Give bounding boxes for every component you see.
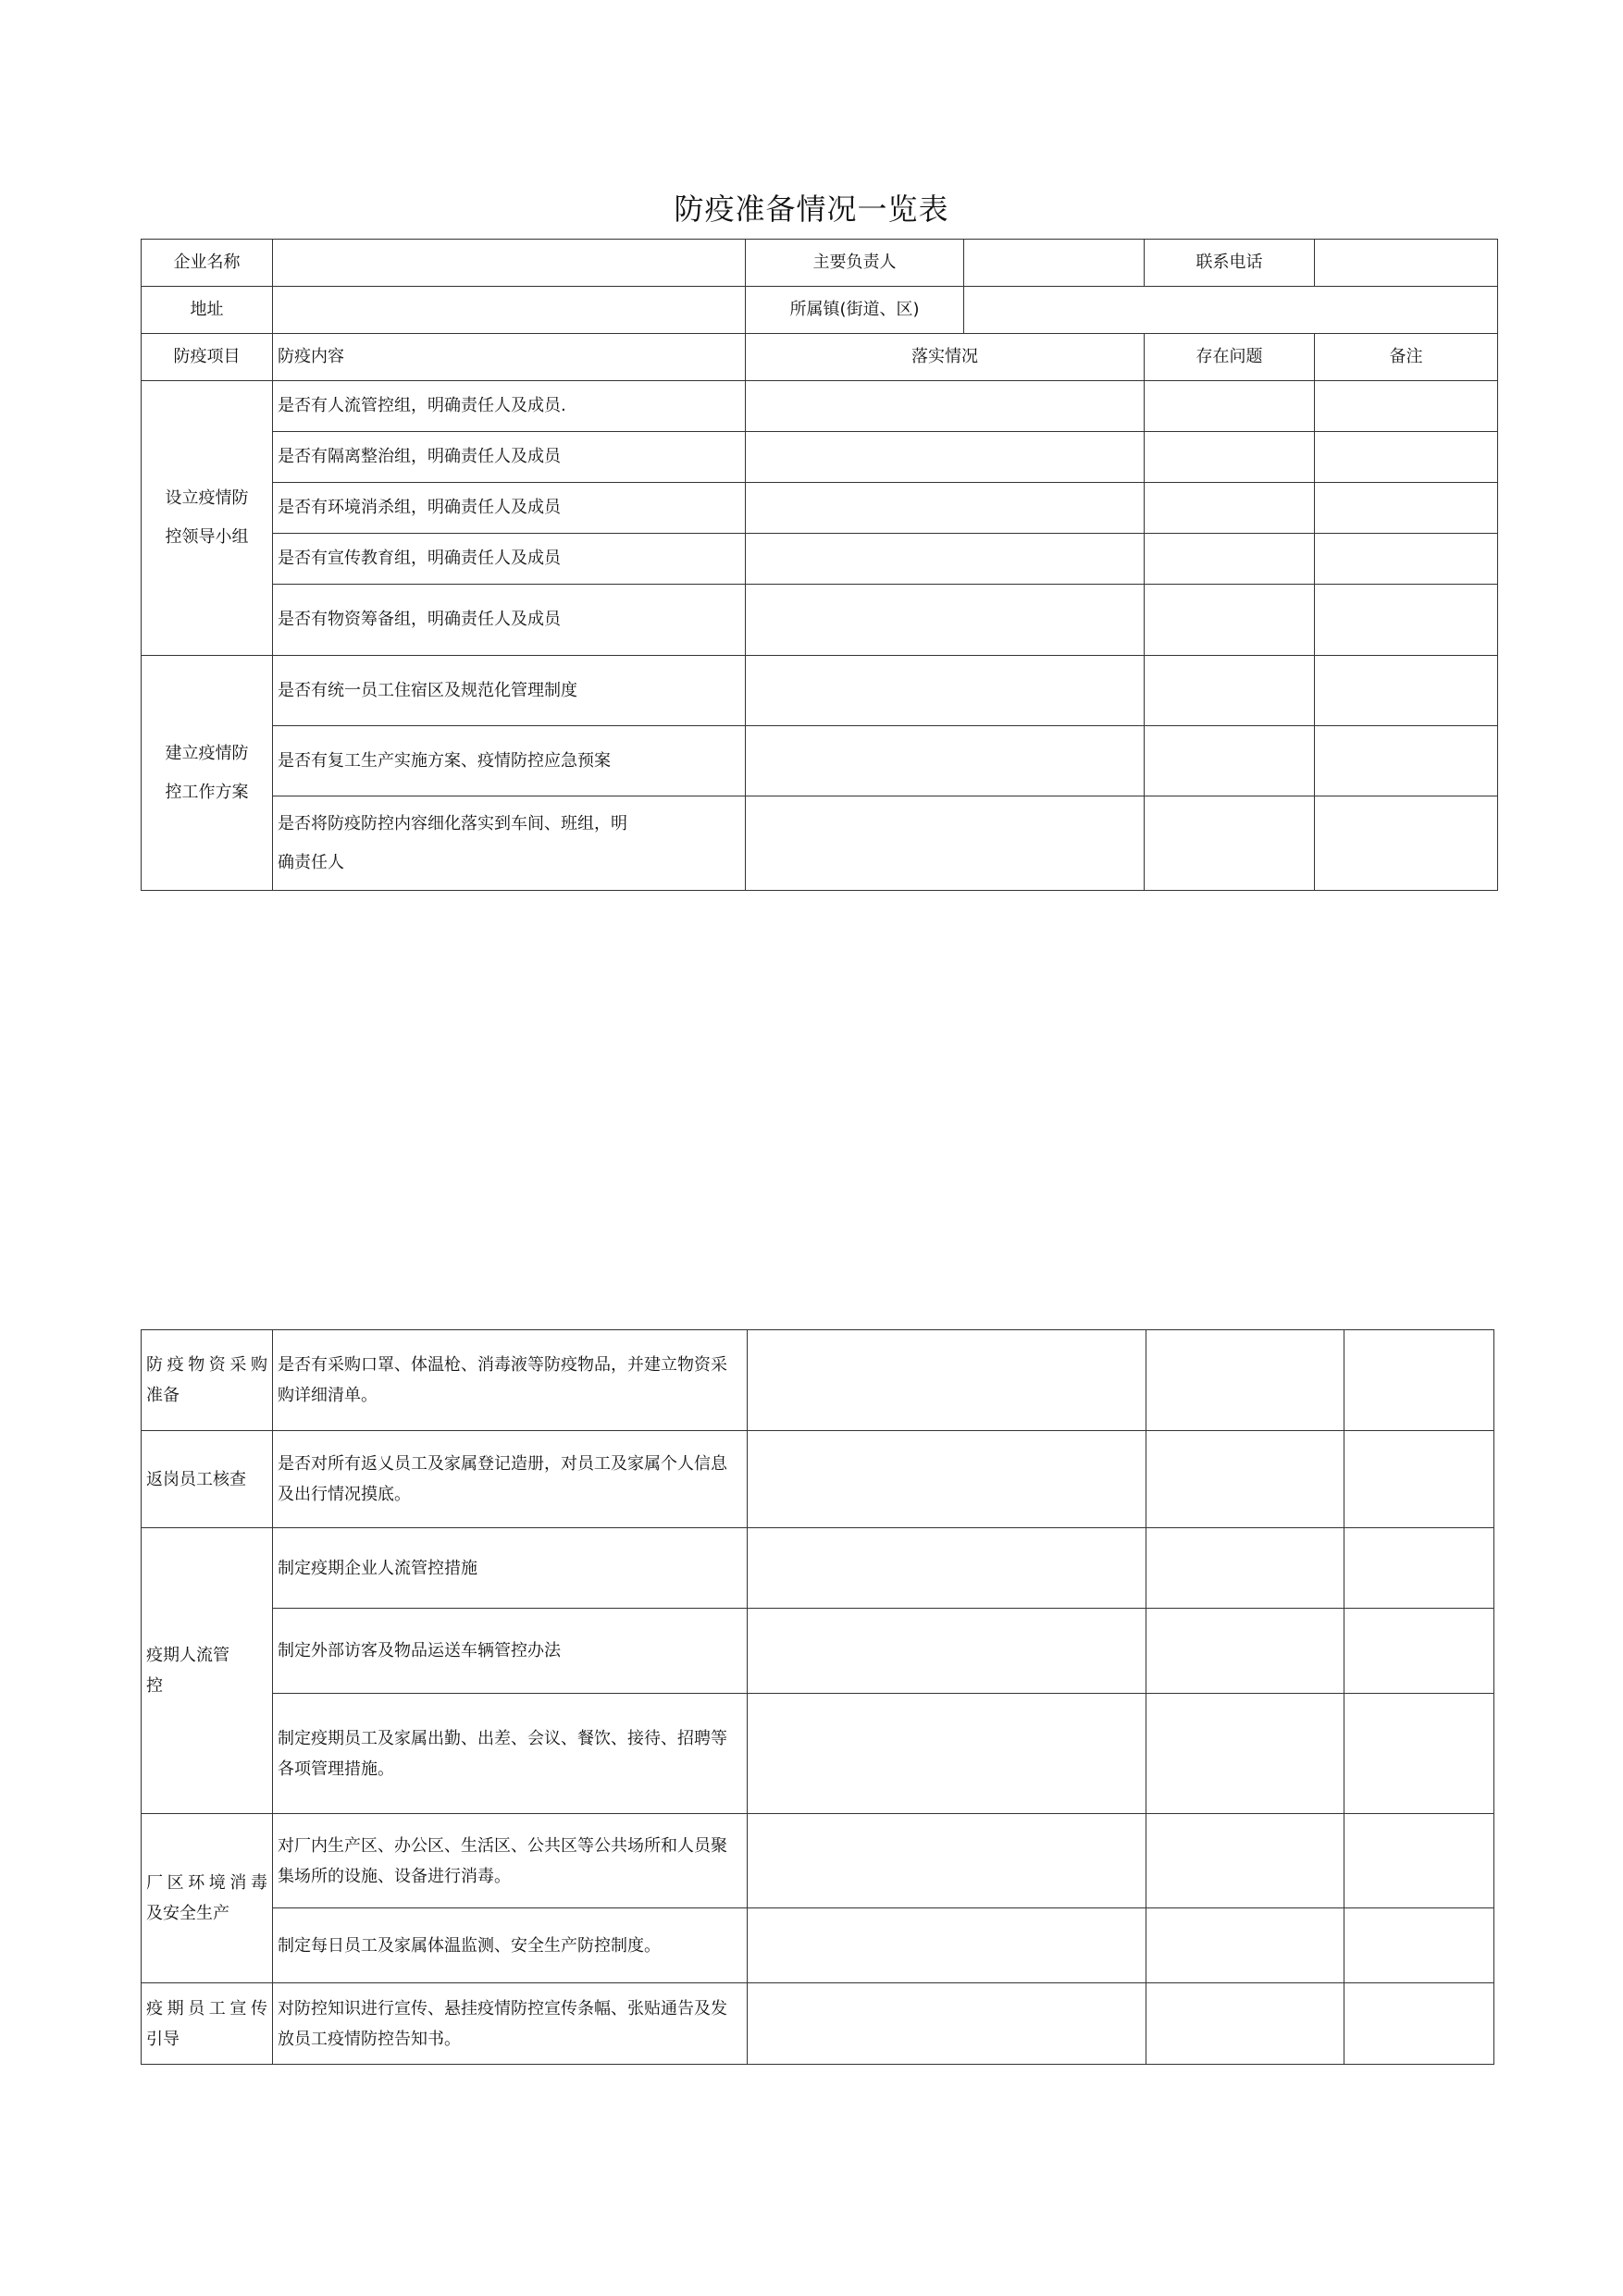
table-row xyxy=(142,1983,1494,2065)
implementation-cell[interactable] xyxy=(746,534,1145,585)
prevention-content-text: 是否有环境消杀组，明确责任人及成员 xyxy=(278,498,561,517)
prevention-content-text: 购详细清单。 xyxy=(278,1386,378,1405)
table-row xyxy=(142,1694,1494,1814)
implementation-cell[interactable] xyxy=(746,381,1145,432)
remarks-cell[interactable] xyxy=(1315,585,1498,656)
prevention-item-label: 及安全生产 xyxy=(146,1904,229,1923)
prevention-content-text: 集场所的设施、设备进行消毒。 xyxy=(278,1866,511,1886)
prevention-content-cell xyxy=(273,585,746,656)
prevention-item-label: 控 xyxy=(146,1676,163,1696)
implementation-cell[interactable] xyxy=(748,1908,1146,1983)
implementation-cell[interactable] xyxy=(748,1609,1146,1694)
table-row xyxy=(142,796,1498,891)
remarks-cell[interactable] xyxy=(1315,796,1498,891)
table-row xyxy=(142,1814,1494,1908)
prevention-content-cell xyxy=(273,381,746,432)
implementation-cell[interactable] xyxy=(746,585,1145,656)
issues-cell[interactable] xyxy=(1145,432,1315,483)
issues-cell[interactable] xyxy=(1145,656,1315,726)
prevention-content-text: 是否有隔离整治组，明确责任人及成员 xyxy=(278,447,561,466)
implementation-cell[interactable] xyxy=(748,1814,1146,1908)
remarks-cell[interactable] xyxy=(1315,656,1498,726)
column-header-row xyxy=(142,334,1498,381)
table-row xyxy=(142,656,1498,726)
address-label: 地址 xyxy=(142,287,273,334)
remarks-cell[interactable] xyxy=(1315,726,1498,796)
town-label: 所属镇(街道、区) xyxy=(746,287,964,334)
table-row xyxy=(142,483,1498,534)
address-row xyxy=(142,287,1498,334)
prevention-content-text: 是否有物资筹备组，明确责任人及成员 xyxy=(278,610,561,629)
issues-cell[interactable] xyxy=(1146,1908,1344,1983)
prevention-content-cell xyxy=(273,1431,748,1528)
prevention-content-text: 各项管理措施。 xyxy=(278,1759,394,1779)
issues-cell[interactable] xyxy=(1146,1609,1344,1694)
prevention-content-text: 是否有采购口罩、体温枪、消毒液等防疫物品，并建立物资采 xyxy=(278,1355,727,1375)
prevention-content-cell xyxy=(273,1694,748,1814)
remarks-cell[interactable] xyxy=(1315,534,1498,585)
prevention-content-text: 及出行情况摸底。 xyxy=(278,1485,411,1504)
phone-input-cell[interactable] xyxy=(1315,240,1498,287)
prevention-content-cell xyxy=(273,726,746,796)
prevention-content-cell xyxy=(273,1330,748,1431)
prevention-item-label: 疫期员工宣传 xyxy=(146,1998,267,2018)
prevention-content-cell xyxy=(273,534,746,585)
implementation-cell[interactable] xyxy=(746,483,1145,534)
table-row xyxy=(142,1330,1494,1431)
prevention-content-text: 是否有宣传教育组，明确责任人及成员 xyxy=(278,549,561,568)
prevention-table-part2 xyxy=(141,1329,1494,2065)
issues-cell[interactable] xyxy=(1145,483,1315,534)
implementation-cell[interactable] xyxy=(748,1528,1146,1609)
prevention-content-cell xyxy=(273,1908,748,1983)
prevention-item-label: 厂区环境消毒 xyxy=(146,1873,267,1893)
prevention-content-text: 放员工疫情防控告知书。 xyxy=(278,2029,461,2049)
issues-cell[interactable] xyxy=(1146,1528,1344,1609)
phone-label: 联系电话 xyxy=(1145,240,1315,287)
issues-cell[interactable] xyxy=(1145,381,1315,432)
implementation-cell[interactable] xyxy=(746,432,1145,483)
issues-cell[interactable] xyxy=(1145,534,1315,585)
table-row xyxy=(142,432,1498,483)
remarks-cell[interactable] xyxy=(1344,1908,1494,1983)
prevention-content-text: 制定疫期企业人流管控措施 xyxy=(278,1558,477,1578)
company-info-row xyxy=(142,240,1498,287)
prevention-item-label: 疫期人流管 xyxy=(146,1646,229,1665)
issues-cell[interactable] xyxy=(1146,1694,1344,1814)
prevention-content-cell xyxy=(273,796,746,891)
table-row xyxy=(142,1609,1494,1694)
prevention-content-cell xyxy=(273,1528,748,1609)
col-implementation-header: 落实情况 xyxy=(746,334,1145,381)
prevention-item-cell xyxy=(142,381,273,656)
issues-cell[interactable] xyxy=(1145,726,1315,796)
prevention-item-label: 准备 xyxy=(146,1386,180,1405)
town-input-cell[interactable] xyxy=(964,287,1498,334)
issues-cell[interactable] xyxy=(1145,796,1315,891)
remarks-cell[interactable] xyxy=(1344,1431,1494,1528)
issues-cell[interactable] xyxy=(1146,1983,1344,2065)
table-row xyxy=(142,381,1498,432)
prevention-content-cell xyxy=(273,1609,748,1694)
prevention-item-cell xyxy=(142,1814,273,1983)
implementation-cell[interactable] xyxy=(746,656,1145,726)
prevention-item-cell xyxy=(142,656,273,891)
address-input-cell[interactable] xyxy=(273,287,746,334)
remarks-cell[interactable] xyxy=(1315,432,1498,483)
implementation-cell[interactable] xyxy=(748,1983,1146,2065)
col-item-header: 防疫项目 xyxy=(142,334,273,381)
person-in-charge-input-cell[interactable] xyxy=(964,240,1145,287)
table-row xyxy=(142,1528,1494,1609)
implementation-cell[interactable] xyxy=(748,1330,1146,1431)
remarks-cell[interactable] xyxy=(1315,483,1498,534)
prevention-content-text: 制定每日员工及家属体温监测、安全生产防控制度。 xyxy=(278,1935,661,1956)
prevention-content-text: 制定疫期员工及家属出勤、出差、会议、餐饮、接待、招聘等 xyxy=(278,1728,727,1748)
table-row xyxy=(142,1431,1494,1528)
col-remarks-header: 备注 xyxy=(1315,334,1498,381)
table-row xyxy=(142,726,1498,796)
issues-cell[interactable] xyxy=(1146,1330,1344,1431)
table-row xyxy=(142,534,1498,585)
prevention-content-text: 是否将防疫防控内容细化落实到车间、班组，明 xyxy=(278,813,627,833)
prevention-content-cell xyxy=(273,483,746,534)
implementation-cell[interactable] xyxy=(746,796,1145,891)
prevention-item-label: 控领导小组 xyxy=(165,527,249,547)
col-issues-header: 存在问题 xyxy=(1145,334,1315,381)
remarks-cell[interactable] xyxy=(1344,1609,1494,1694)
person-in-charge-label: 主要负责人 xyxy=(746,240,964,287)
prevention-table-part1 xyxy=(141,239,1498,891)
prevention-item-label: 引导 xyxy=(146,2029,180,2049)
company-name-input-cell[interactable] xyxy=(273,240,746,287)
prevention-content-text: 是否有复工生产实施方案、疫情防控应急预案 xyxy=(278,750,611,771)
remarks-cell[interactable] xyxy=(1344,1983,1494,2065)
prevention-content-text: 是否有人流管控组，明确责任人及成员. xyxy=(278,396,566,415)
prevention-content-cell xyxy=(273,1814,748,1908)
prevention-content-text: 确责任人 xyxy=(278,852,344,872)
issues-cell[interactable] xyxy=(1145,585,1315,656)
remarks-cell[interactable] xyxy=(1344,1814,1494,1908)
prevention-item-label: 返岗员工核查 xyxy=(146,1469,246,1489)
prevention-item-cell xyxy=(142,1528,273,1814)
table-row xyxy=(142,585,1498,656)
prevention-item-cell xyxy=(142,1431,273,1528)
table-row xyxy=(142,1908,1494,1983)
prevention-item-cell xyxy=(142,1330,273,1431)
prevention-content-text: 是否对所有返乂员工及家属登记造册，对员工及家属个人信息 xyxy=(278,1454,727,1474)
prevention-content-text: 对厂内生产区、办公区、生活区、公共区等公共场所和人员聚 xyxy=(278,1835,727,1856)
prevention-item-label: 控工作方案 xyxy=(165,782,249,802)
prevention-content-cell xyxy=(273,1983,748,2065)
company-name-label: 企业名称 xyxy=(142,240,273,287)
implementation-cell[interactable] xyxy=(748,1431,1146,1528)
prevention-item-cell xyxy=(142,1983,273,2065)
issues-cell[interactable] xyxy=(1146,1814,1344,1908)
remarks-cell[interactable] xyxy=(1315,381,1498,432)
prevention-content-text: 对防控知识进行宣传、悬挂疫情防控宣传条幅、张贴通告及发 xyxy=(278,1998,727,2018)
page-title: 防疫准备情况一览表 xyxy=(674,191,949,227)
col-content-header: 防疫内容 xyxy=(273,334,746,381)
remarks-cell[interactable] xyxy=(1344,1528,1494,1609)
remarks-cell[interactable] xyxy=(1344,1694,1494,1814)
prevention-content-text: 是否有统一员工住宿区及规范化管理制度 xyxy=(278,680,577,700)
implementation-cell[interactable] xyxy=(748,1694,1146,1814)
implementation-cell[interactable] xyxy=(746,726,1145,796)
remarks-cell[interactable] xyxy=(1344,1330,1494,1431)
prevention-content-cell xyxy=(273,656,746,726)
prevention-item-label: 建立疫情防 xyxy=(165,743,249,763)
issues-cell[interactable] xyxy=(1146,1431,1344,1528)
prevention-content-cell xyxy=(273,432,746,483)
prevention-item-label: 设立疫情防 xyxy=(165,488,249,508)
prevention-item-label: 防疫物资采购 xyxy=(146,1355,267,1375)
prevention-content-text: 制定外部访客及物品运送车辆管控办法 xyxy=(278,1641,561,1660)
